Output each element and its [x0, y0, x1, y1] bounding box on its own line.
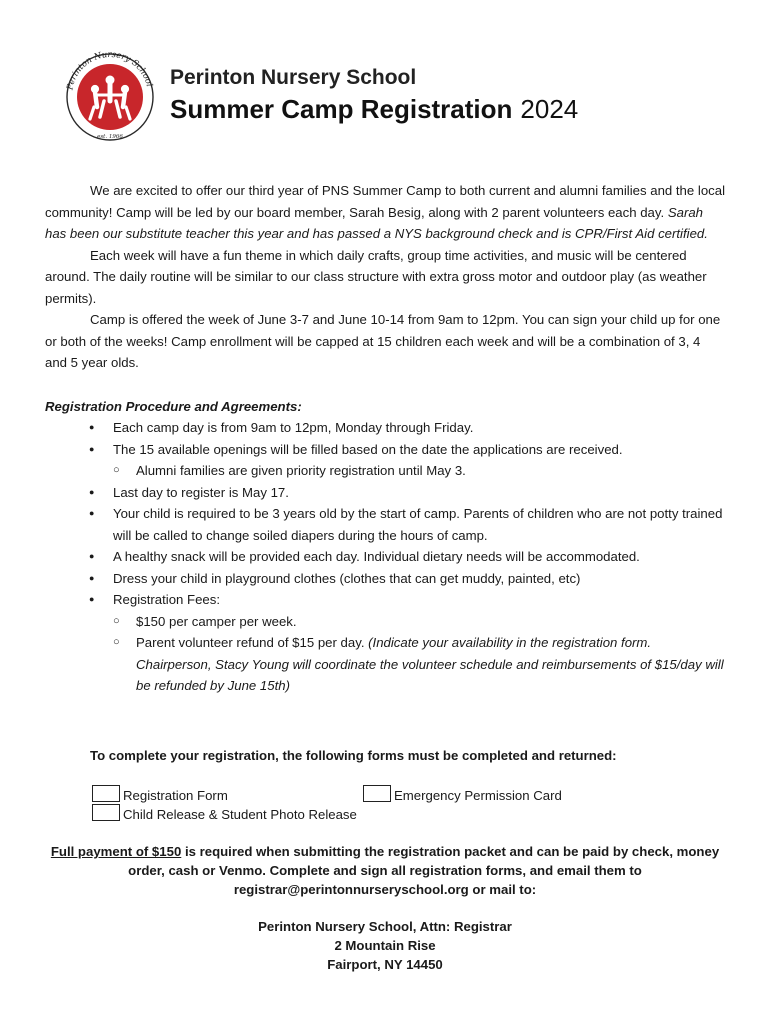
list-item	[45, 546, 725, 568]
title-text: Summer Camp Registration	[170, 94, 513, 124]
list-item	[45, 568, 725, 590]
sub-list-item: ○ $150 per camper per week.	[113, 611, 725, 633]
child-release-row	[92, 804, 357, 822]
list-item-text: Each camp day is from 9am to 12pm, Monday through Friday.	[113, 420, 474, 435]
body-text	[45, 180, 725, 697]
list-item	[45, 417, 725, 439]
fee-2-plain: Parent volunteer refund of $15 per day.	[136, 635, 369, 650]
child-release-label: Child Release & Student Photo Release	[123, 807, 357, 822]
address-line-3: Fairport, NY 14450	[327, 957, 443, 972]
list-item-text: The 15 available openings will be filled based on the date the applications are received.	[113, 441, 623, 457]
fee-2-italic: (Indicate your availability in the registration form. Chairperson, Stacy Young will coordinate the volunteer schedule and reimbursements of $15/day will be refunded by June 15th)	[136, 635, 724, 693]
payment-instructions	[50, 842, 720, 899]
sub-list-item	[113, 632, 725, 697]
school-name: Perinton Nursery School	[170, 66, 417, 89]
list-item	[45, 439, 725, 482]
logo-arc-text: Perinton Nursery School	[65, 49, 154, 91]
list-item	[45, 503, 725, 546]
intro-paragraph-3: Camp is offered the week of June 3-7 and June 10-14 from 9am to 12pm. You can sign your child up for one or both of the weeks! Camp enrollment will be capped at 15 children each week and will be a combination of 3, 4 and 5 year olds.	[45, 312, 721, 370]
fees-sub-list	[113, 611, 725, 697]
list-item-text: A healthy snack will be provided each day. Individual dietary needs will be accommodated.	[113, 549, 640, 564]
list-item-text: Last day to register is May 17.	[113, 484, 289, 500]
title-year: 2024	[520, 94, 579, 124]
address-line-1: Perinton Nursery School, Attn: Registrar	[258, 919, 512, 934]
logo-est-text: est. 1966	[97, 134, 123, 140]
payment-rest: is required when submitting the registration packet and can be paid by check, money order, cash or Venmo. Complete and sign all registration forms, and email them to registrar@perintonnurseryschool.org or mail to:	[128, 844, 720, 897]
list-item-text: Your child is required to be 3 years old by the start of camp. Parents of children who are not potty trained will be called to change soiled diapers during the hours of camp.	[113, 506, 723, 543]
registration-form-label: Registration Form	[123, 788, 228, 803]
intro-p1-plain: We are excited to offer our third year of PNS Summer Camp to both current and alumni families and the local community! Camp will be led by our board member, Sarah Besig, along with 2 parent volunteers each day.	[45, 183, 726, 220]
sub-list	[113, 460, 725, 482]
intro-paragraph-2: Each week will have a fun theme in which daily crafts, group time activities, and music will be centered around. The daily routine will be similar to our class structure with extra gross motor and outdoor play (as weather permits).	[45, 247, 707, 306]
emergency-card-label: Emergency Permission Card	[394, 788, 562, 803]
list-item	[45, 589, 725, 697]
procedure-heading: Registration Procedure and Agreements:	[45, 398, 302, 414]
mailing-address	[0, 917, 770, 974]
address-line-2: 2 Mountain Rise	[334, 938, 436, 953]
list-item-text: Dress your child in playground clothes (clothes that can get muddy, painted, etc)	[113, 570, 581, 586]
intro-paragraph-1	[45, 180, 725, 245]
child-release-checkbox[interactable]	[92, 804, 120, 821]
registration-form-row	[92, 785, 228, 803]
list-item	[45, 482, 725, 504]
registration-form-checkbox[interactable]	[92, 785, 120, 802]
payment-underlined: Full payment of $150	[50, 844, 182, 859]
procedure-list	[45, 417, 725, 697]
forms-heading: To complete your registration, the following forms must be completed and returned:	[90, 748, 617, 763]
intro-p1-italic: Sarah has been our substitute teacher this year and has passed a NYS background check and is CPR/First Aid certified.	[45, 204, 708, 241]
emergency-card-checkbox[interactable]	[363, 785, 391, 802]
sub-list-item: ○ Alumni families are given priority registration until May 3.	[113, 460, 725, 482]
page-title	[170, 94, 578, 125]
list-item-text: Registration Fees:	[113, 592, 221, 607]
school-logo	[60, 45, 160, 145]
emergency-card-row	[363, 785, 562, 803]
